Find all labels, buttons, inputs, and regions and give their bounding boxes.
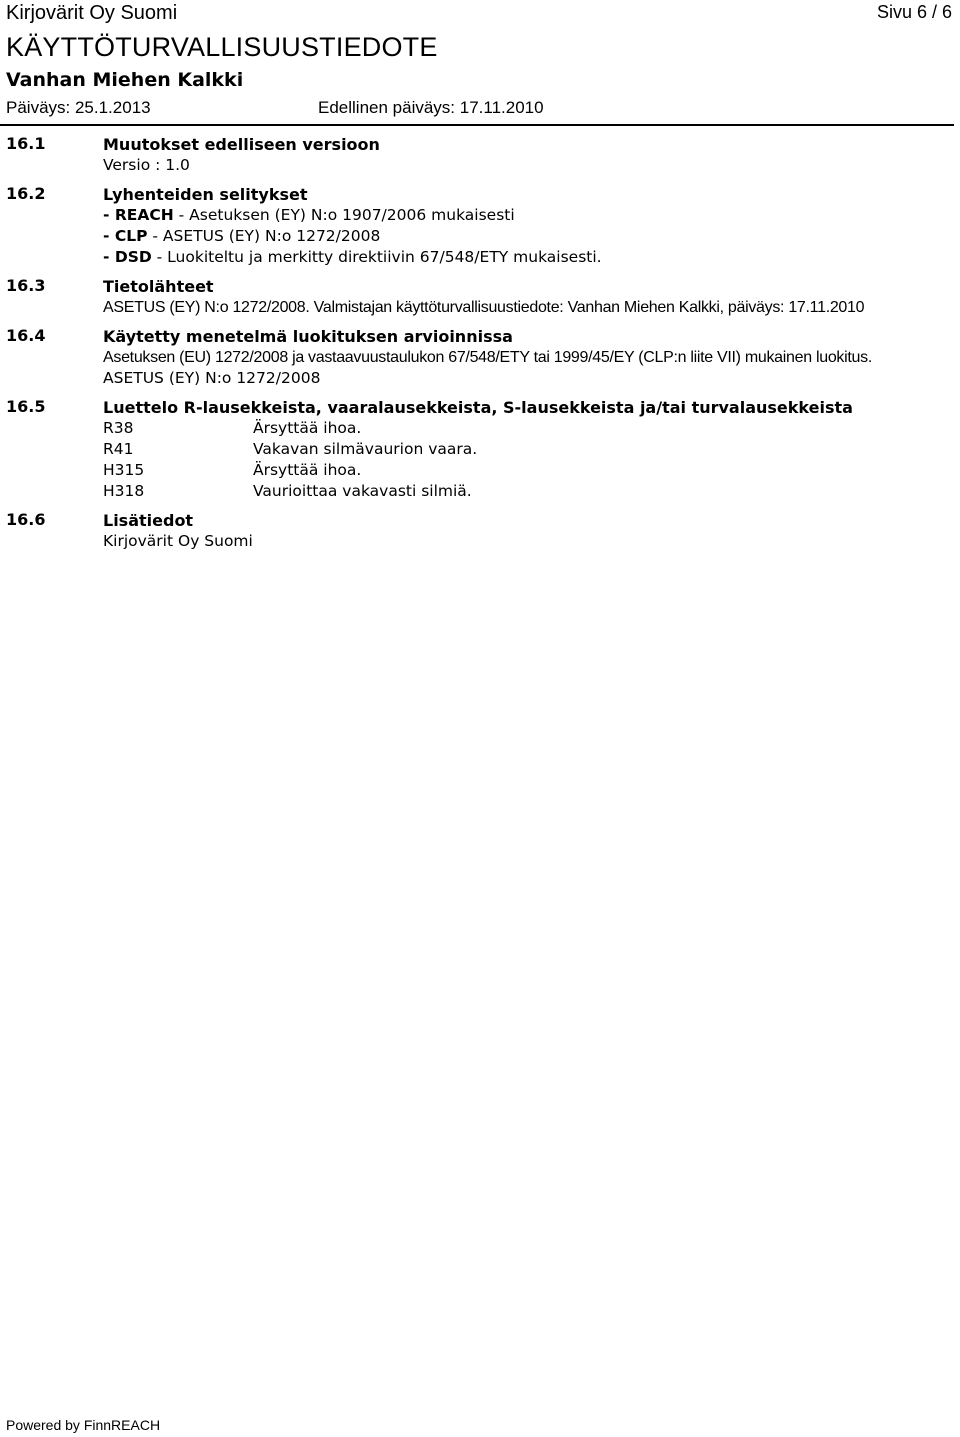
section-number: 16.3	[6, 276, 46, 295]
section-number: 16.2	[6, 184, 46, 203]
phrase-code: H315	[103, 461, 145, 479]
section-number: 16.6	[6, 510, 46, 529]
section-text: ASETUS (EY) N:o 1272/2008	[103, 369, 321, 387]
abbreviation: - CLP	[103, 227, 148, 245]
header-divider	[0, 124, 954, 126]
phrase-row	[103, 481, 960, 502]
section-title: Lyhenteiden selitykset	[103, 185, 308, 204]
section-number: 16.4	[6, 326, 46, 345]
abbreviation-item	[103, 226, 960, 247]
section-16-3	[0, 276, 960, 318]
phrase-code: H318	[103, 482, 145, 500]
section-text: ASETUS (EY) N:o 1272/2008. Valmistajan käyttöturvallisuustiedote: Vanhan Miehen Kalkki, päiväys: 17.11.2010	[103, 299, 865, 316]
abbreviation: - DSD	[103, 248, 152, 266]
section-number: 16.5	[6, 397, 46, 416]
section-16-4	[0, 326, 960, 389]
page-number: Sivu 6 / 6	[876, 2, 952, 22]
abbreviation-text: - ASETUS (EY) N:o 1272/2008	[147, 227, 381, 245]
company-name: Kirjovärit Oy Suomi	[6, 2, 178, 24]
section-title: Lisätiedot	[103, 511, 194, 530]
phrase-row	[103, 460, 960, 481]
document-content	[0, 134, 960, 552]
previous-date: Edellinen päiväys: 17.11.2010	[318, 98, 544, 117]
section-16-6	[0, 510, 960, 552]
phrase-text: Vakavan silmävaurion vaara.	[253, 440, 478, 458]
phrase-text: Vaurioittaa vakavasti silmiä.	[253, 482, 472, 500]
section-title: Käytetty menetelmä luokituksen arvioinnissa	[103, 327, 513, 346]
section-text: Kirjovärit Oy Suomi	[103, 532, 253, 550]
abbreviation-item	[103, 247, 960, 268]
section-text: Versio : 1.0	[103, 156, 190, 174]
section-16-1	[0, 134, 960, 176]
section-title: Muutokset edelliseen versioon	[103, 135, 380, 154]
section-title: Luettelo R-lausekkeista, vaaralausekkeista, S-lausekkeista ja/tai turvalausekkeista	[103, 398, 853, 417]
section-title: Tietolähteet	[103, 277, 214, 296]
phrase-text: Ärsyttää ihoa.	[253, 419, 362, 437]
phrase-text: Ärsyttää ihoa.	[253, 461, 362, 479]
phrase-row	[103, 418, 960, 439]
section-text: Asetuksen (EU) 1272/2008 ja vastaavuustaulukon 67/548/ETY tai 1999/45/EY (CLP:n liite VII) mukainen luokitus.	[103, 349, 872, 366]
phrase-code: R41	[103, 440, 134, 458]
section-number: 16.1	[6, 134, 46, 153]
section-16-2	[0, 184, 960, 268]
abbreviation-text: - Luokiteltu ja merkitty direktiivin 67/548/ETY mukaisesti.	[151, 248, 602, 266]
abbreviation: - REACH	[103, 206, 174, 224]
issue-date: Päiväys: 25.1.2013	[6, 98, 151, 117]
document-title: KÄYTTÖTURVALLISUUSTIEDOTE	[6, 32, 438, 62]
abbreviation-text: - Asetuksen (EY) N:o 1907/2006 mukaisesti	[173, 206, 515, 224]
footer-powered-by: Powered by FinnREACH	[6, 1417, 161, 1433]
phrase-code: R38	[103, 419, 134, 437]
abbreviation-item	[103, 205, 960, 226]
phrase-row	[103, 439, 960, 460]
product-name: Vanhan Miehen Kalkki	[6, 69, 244, 91]
section-16-5	[0, 397, 960, 502]
